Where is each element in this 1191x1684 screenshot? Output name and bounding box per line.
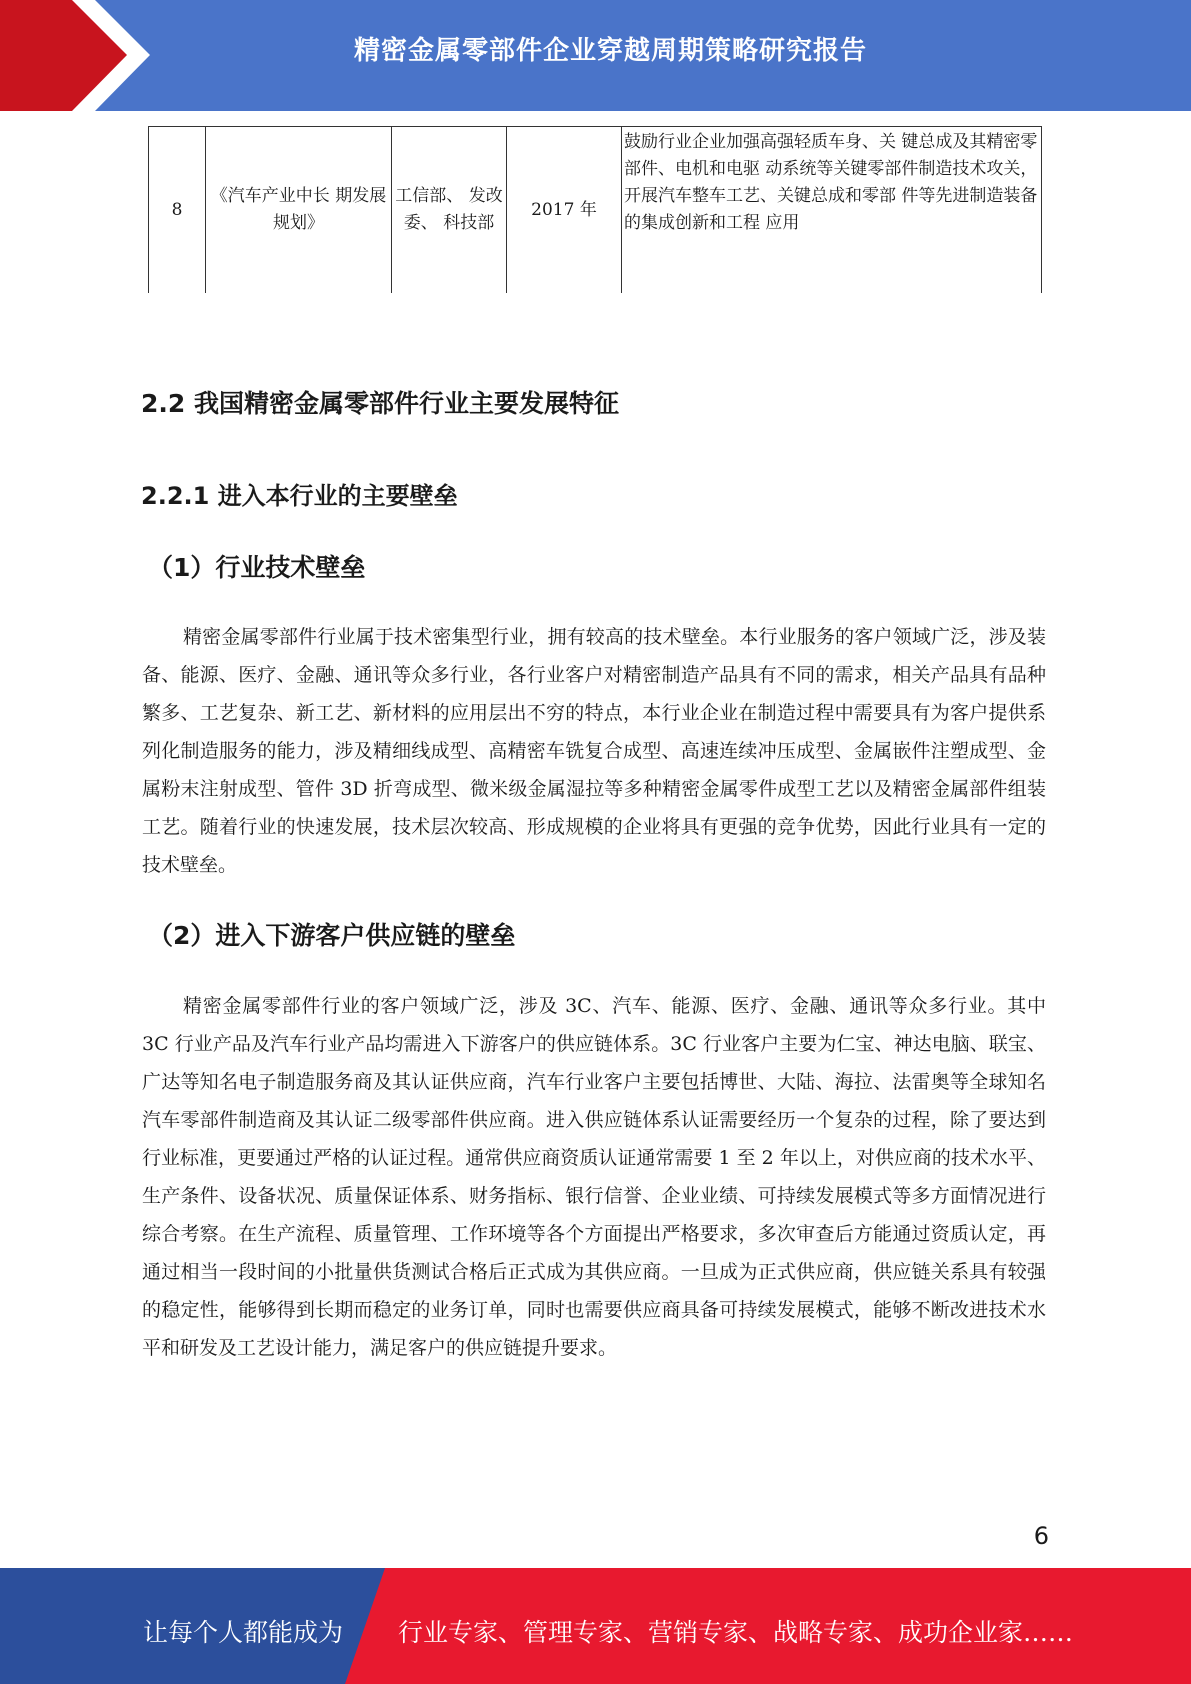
paragraph-tech-barrier: 精密金属零部件行业属于技术密集型行业，拥有较高的技术壁垒。本行业服务的客户领域广泛，涉及装备、能源、医疗、金融、通讯等众多行业，各行业客户对精密制造产品具有不同的需求，相关产品具有品种繁多、工艺复杂、新工艺、新材料的应用层出不穷的特点，本行业企业在制造过程中需要具有为客户提供系列化制造服务的能力，涉及精细线成型、高精密车铣复合成型、高速连续冲压成型、金属嵌件注塑成型、金属粉末注射成型、管件 3D 折弯成型、微米级金属湿拉等多种精密金属零件成型工艺以及精密金属部件组装工艺。随着行业的快速发展，技术层次较高、形成规模的企业将具有更强的竞争优势，因此行业具有一定的技术壁垒。	[142, 626, 1046, 876]
policy-name: 《汽车产业中长 期发展规划》	[206, 127, 392, 294]
report-title: 精密金属零部件企业穿越周期策略研究报告	[353, 36, 867, 66]
subheading-supply-chain-barrier: （2）进入下游客户供应链的壁垒	[148, 921, 516, 950]
footer-slogan-right: 行业专家、管理专家、营销专家、战略专家、成功企业家……	[398, 1618, 1074, 1647]
policy-table	[148, 126, 1042, 293]
paragraph-supply-chain-barrier: 精密金属零部件行业的客户领域广泛，涉及 3C、汽车、能源、医疗、金融、通讯等众多行业。其中 3C 行业产品及汽车行业产品均需进入下游客户的供应链体系。3C 行业客户主要为仁宝、神达电脑、联宝、广达等知名电子制造服务商及其认证供应商，汽车行业客户主要包括博世、大陆、海拉、法雷奥等全球知名汽车零部件制造商及其认证二级零部件供应商。进入供应链体系认证需要经历一个复杂的过程，除了要达到行业标准，更要通过严格的认证过程。通常供应商资质认证通常需要 1 至 2 年以上，对供应商的技术水平、生产条件、设备状况、质量保证体系、财务指标、银行信誉、企业业绩、可持续发展模式等多方面情况进行综合考察。在生产流程、质量管理、工作环境等各个方面提出严格要求，多次审查后方能通过资质认定，再通过相当一段时间的小批量供货测试合格后正式成为其供应商。一旦成为正式供应商，供应链关系具有较强的稳定性，能够得到长期而稳定的业务订单，同时也需要供应商具备可持续发展模式，能够不断改进技术水平和研发及工艺设计能力，满足客户的供应链提升要求。	[142, 995, 1046, 1359]
section-heading-2-2: 2.2 我国精密金属零部件行业主要发展特征	[141, 389, 619, 418]
page-header	[0, 0, 1191, 111]
section-heading-2-2-1: 2.2.1 进入本行业的主要壁垒	[141, 482, 458, 510]
row-number: 8	[149, 127, 206, 294]
issuing-department: 工信部、 发改委、 科技部	[392, 127, 507, 294]
policy-year: 2017 年	[507, 127, 622, 294]
subheading-tech-barrier: （1）行业技术壁垒	[148, 553, 366, 582]
footer-slogan-left: 让每个人都能成为	[143, 1618, 344, 1647]
policy-description: 鼓励行业企业加强高强轻质车身、关 键总成及其精密零部件、电机和电驱 动系统等关键零部件制造技术攻关， 开展汽车整车工艺、关键总成和零部 件等先进制造装备的集成创新和工程 应用	[622, 127, 1042, 294]
page-number: 6	[1033, 1522, 1049, 1550]
table-row	[149, 127, 1042, 294]
